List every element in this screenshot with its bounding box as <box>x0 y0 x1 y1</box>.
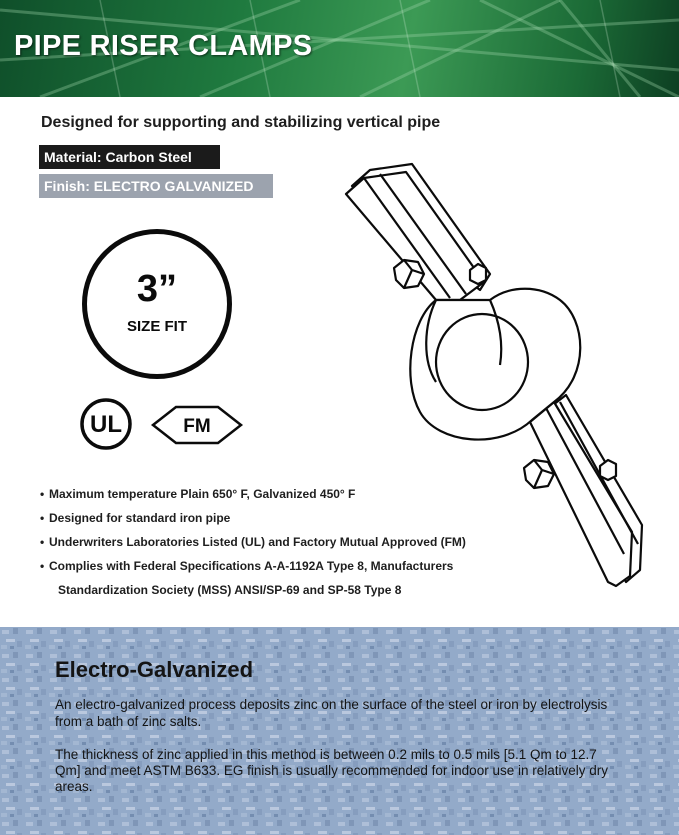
galvanized-paragraph-2: The thickness of zinc applied in this method is between 0.2 mils to 0.5 mils [5.1 Qm to 12.7 Qm] and meet ASTM B633. EG finish is usually recommended for indoor use in relatively dry areas. <box>55 747 608 794</box>
product-subtitle: Designed for supporting and stabilizing vertical pipe <box>41 114 441 131</box>
fm-approved-icon <box>150 404 244 446</box>
feature-item-continuation <box>40 580 466 604</box>
feature-item: • Underwriters Laboratories Listed (UL) and Factory Mutual Approved (FM) <box>40 535 466 549</box>
features-list <box>40 484 466 604</box>
feature-text: Standardization Society (MSS) ANSI/SP-69 and SP-58 Type 8 <box>58 583 402 597</box>
finish-label: Finish: ELECTRO GALVANIZED <box>39 174 273 198</box>
fm-text: FM <box>183 416 211 437</box>
feature-item: • Complies with Federal Specifications A-A-1192A Type 8, Manufacturers <box>40 559 454 573</box>
feature-text: Underwriters Laboratories Listed (UL) and Factory Mutual Approved (FM) <box>49 535 466 549</box>
size-fit-badge <box>82 229 232 379</box>
size-value: 3” <box>136 268 178 310</box>
feature-item: • Designed for standard iron pipe <box>40 511 231 525</box>
ul-listed-icon <box>79 397 133 451</box>
material-label: Material: Carbon Steel <box>39 145 220 169</box>
feature-text: Complies with Federal Specifications A-A-1192A Type 8, Manufacturers <box>49 559 454 573</box>
page-title: PIPE RISER CLAMPS <box>14 30 313 62</box>
feature-text: Designed for standard iron pipe <box>49 511 231 525</box>
header-banner <box>0 0 679 97</box>
size-label: SIZE FIT <box>127 318 187 335</box>
galvanized-paragraph-1: An electro-galvanized process deposits zinc on the surface of the steel or iron by electrolysis from a bath of zinc salts. <box>55 697 608 729</box>
feature-item: • Maximum temperature Plain 650° F, Galvanized 450° F <box>40 487 356 501</box>
ul-text: UL <box>90 411 122 438</box>
feature-text: Maximum temperature Plain 650° F, Galvanized 450° F <box>49 487 356 501</box>
galvanized-title: Electro-Galvanized <box>55 657 254 682</box>
